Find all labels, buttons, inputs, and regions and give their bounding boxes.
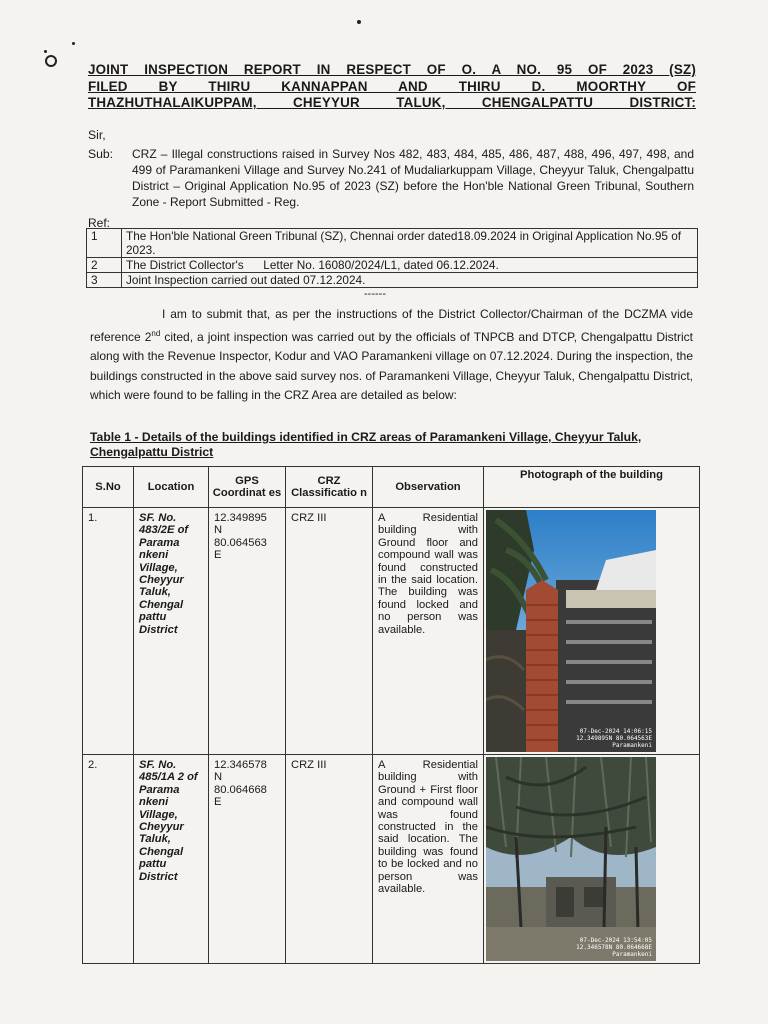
header-sno: S.No — [83, 467, 134, 508]
photo-image-1 — [486, 510, 656, 752]
building-photo — [486, 757, 656, 961]
table-header-row — [83, 467, 700, 508]
reference-row — [87, 273, 698, 288]
table-row — [83, 508, 700, 755]
section-separator: ------ — [364, 288, 386, 300]
scan-speck — [72, 42, 75, 45]
subject-text: CRZ – Illegal constructions raised in Survey Nos 482, 483, 484, 485, 486, 487, 488, 496, 497, 498, and 499 of Paramankeni Village and Survey No.241 of Mudaliarkuppam Village, Cheyyur Taluk, Chengalpattu District – Original Application No.95 of 2023 (SZ) before the Hon'ble National Green Tribunal, Southern Zone - Report Submitted - Reg. — [132, 147, 694, 209]
title-line: JOINT INSPECTION REPORT IN RESPECT OF O. A NO. 95 OF 2023 (SZ) — [88, 62, 696, 77]
row-observation: A Residential building with Ground + First floor and compound wall was found constructed in the said location. The building was found to be locked and no person was available. — [373, 755, 484, 964]
header-photo: Photograph of the building — [484, 467, 700, 508]
row-gps — [209, 755, 286, 964]
row-sno: 2. — [83, 755, 134, 964]
scan-speck — [44, 50, 47, 53]
title-line: FILED BY THIRU KANNAPPAN AND THIRU D. MOORTHY OF — [88, 78, 696, 94]
photo-image-2 — [486, 757, 656, 961]
gps-latitude-dir: N — [214, 524, 223, 537]
reference-table — [86, 228, 698, 288]
report-title — [88, 62, 696, 112]
photo-stamp-line: Paramankeni — [612, 951, 652, 958]
punch-hole-mark — [44, 54, 58, 68]
reference-row — [87, 258, 698, 273]
header-crz: CRZ Classificatio n — [286, 467, 373, 508]
building-photo — [486, 510, 656, 752]
gps-latitude-dir: N — [214, 771, 223, 784]
header-observation: Observation — [373, 467, 484, 508]
row-location: SF. No. 483/2E of Parama nkeni Village, Cheyyur Taluk, Chengal pattu District — [134, 508, 209, 755]
reference-text: The Hon'ble National Green Tribunal (SZ), Chennai order dated18.09.2024 in Original Application No.95 of 2023. — [122, 229, 698, 258]
photo-stamp-line: 12.346578N 80.064668E — [576, 944, 652, 951]
row-photo — [484, 755, 700, 964]
ordinal-suffix: nd — [151, 329, 161, 339]
row-crz: CRZ III — [286, 508, 373, 755]
reference-label: Ref: — [88, 216, 111, 230]
header-gps: GPS Coordinat es — [209, 467, 286, 508]
gps-latitude: 12.349895 — [214, 512, 267, 524]
buildings-table — [82, 466, 700, 964]
photo-stamp-line: Paramankeni — [612, 742, 652, 749]
table-row — [83, 755, 700, 964]
photo-stamp-line: 07-Dec-2024 13:54:05 — [579, 937, 652, 944]
subject-label: Sub: — [88, 147, 114, 161]
photo-stamp-line: 07-Dec-2024 14:06:15 — [579, 728, 652, 735]
row-photo — [484, 508, 700, 755]
reference-text: The District Collector's Letter No. 16080/2024/L1, dated 06.12.2024. — [122, 258, 698, 273]
reference-number: 1 — [87, 229, 122, 258]
row-sno: 1. — [83, 508, 134, 755]
photo-stamp-line: 12.349895N 80.064563E — [576, 735, 652, 742]
reference-number: 3 — [87, 273, 122, 288]
salutation: Sir, — [88, 128, 106, 142]
body-paragraph — [90, 305, 693, 405]
row-location: SF. No. 485/1A 2 of Parama nkeni Village, Cheyyur Taluk, Chengal pattu District — [134, 755, 209, 964]
photo-timestamp — [576, 937, 652, 958]
row-observation: A Residential building with Ground floor and compound wall was found constructed in the said location. The building was found locked and no person was available. — [373, 508, 484, 755]
gps-longitude-dir: E — [214, 549, 222, 562]
paragraph-text: cited, a joint inspection was carried out by the officials of TNPCB and DTCP, Chengalpattu District along with the Revenue Inspector, Kodur and VAO Paramankeni village on 07.12.2024. During the inspection, the buildings constructed in the above said survey nos. of Paramankeni Village, Cheyyur Taluk, Chengalpattu District, which were found to be falling in the CRZ Area are detailed as below: — [90, 330, 694, 402]
gps-latitude: 12.346578 — [214, 759, 267, 771]
gps-longitude: 80.064668 — [214, 783, 267, 796]
photo-timestamp — [576, 728, 652, 749]
header-location: Location — [134, 467, 209, 508]
reference-number: 2 — [87, 258, 122, 273]
paragraph-text: I am to submit that, as per the instructions of the District Collector/Chairman of the DCZMA vide reference 2 — [90, 307, 693, 345]
table-caption: Table 1 - Details of the buildings identified in CRZ areas of Paramankeni Village, Cheyyur Taluk, Chengalpattu District — [90, 430, 642, 459]
row-crz: CRZ III — [286, 755, 373, 964]
gps-longitude-dir: E — [214, 796, 222, 809]
row-gps — [209, 508, 286, 755]
scan-speck — [357, 20, 361, 24]
title-line: THAZHUTHALAIKUPPAM, CHEYYUR TALUK, CHENGALPATTU DISTRICT: — [88, 95, 696, 110]
gps-longitude: 80.064563 — [214, 536, 267, 549]
reference-row — [87, 229, 698, 258]
reference-text: Joint Inspection carried out dated 07.12.2024. — [122, 273, 698, 288]
